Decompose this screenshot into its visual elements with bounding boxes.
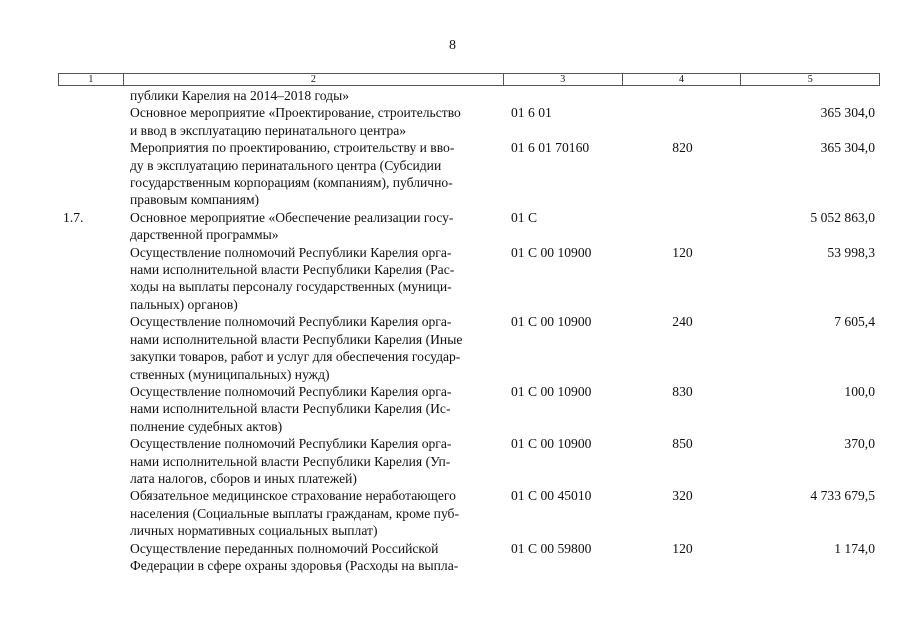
row-expense-type: 820 bbox=[672, 140, 693, 156]
row-code: 01 6 01 bbox=[511, 105, 552, 121]
row-code: 01 С 00 45010 bbox=[511, 488, 592, 504]
row-name: Основное мероприятие «Проектирование, строительство и ввод в эксплуатацию перинатального центра» bbox=[130, 105, 461, 138]
row-number bbox=[58, 313, 123, 383]
table-row bbox=[58, 244, 880, 314]
table-row bbox=[58, 313, 880, 383]
row-number bbox=[58, 244, 123, 314]
row-name: Осуществление переданных полномочий Российской Федерации в сфере охраны здоровья (Расходы на выпла- bbox=[130, 540, 459, 573]
row-code: 01 С 00 10900 bbox=[511, 436, 592, 452]
table-row bbox=[58, 487, 880, 539]
row-expense-type: 120 bbox=[672, 244, 693, 260]
row-amount: 7 605,4 bbox=[834, 314, 875, 330]
row-expense-type bbox=[623, 104, 742, 139]
row-number bbox=[58, 540, 123, 575]
row-name: Основное мероприятие «Обеспечение реализации госу- дарственной программы» bbox=[130, 209, 454, 243]
row-expense-type bbox=[623, 87, 742, 104]
row-expense-type: 120 bbox=[672, 540, 693, 556]
row-expense-type: 830 bbox=[672, 383, 693, 399]
row-name: Мероприятия по проектированию, строительству и вво- ду в эксплуатацию перинатального центра (Субсидии государственным корпорациям (компаниям), публично- правовым компаниям) bbox=[130, 140, 455, 208]
table-row bbox=[58, 87, 880, 104]
column-header-2: 2 bbox=[124, 74, 504, 85]
row-amount: 370,0 bbox=[844, 436, 875, 452]
table-row bbox=[58, 540, 880, 575]
row-amount: 5 052 863,0 bbox=[810, 209, 875, 225]
table-row bbox=[58, 139, 880, 209]
row-amount: 365 304,0 bbox=[820, 140, 875, 156]
row-amount: 365 304,0 bbox=[820, 105, 875, 121]
row-name: Обязательное медицинское страхование неработающего населения (Социальные выплаты гражданам, кроме пуб- личных нормативных социальных выплат) bbox=[130, 488, 460, 539]
row-expense-type: 240 bbox=[672, 314, 693, 330]
row-name: Осуществление полномочий Республики Карелия орга- нами исполнительной власти Республики Карелия (Рас- ходы на выплаты персоналу государственных (муници- пальных) органов) bbox=[130, 244, 455, 312]
row-amount: 53 998,3 bbox=[827, 244, 875, 260]
row-code: 01 С 00 10900 bbox=[511, 383, 592, 399]
row-code: 01 6 01 70160 bbox=[511, 140, 590, 156]
table-row bbox=[58, 383, 880, 435]
row-name: Осуществление полномочий Республики Карелия орга- нами исполнительной власти Республики Карелия (Уп- лата налогов, сборов и иных платежей) bbox=[130, 436, 452, 486]
row-code: 01 С 00 10900 bbox=[511, 244, 592, 260]
row-amount: 4 733 679,5 bbox=[810, 488, 875, 504]
table-row bbox=[58, 209, 880, 244]
row-code: 01 С 00 59800 bbox=[511, 540, 592, 556]
budget-table-body bbox=[58, 87, 880, 574]
row-number bbox=[58, 139, 123, 209]
row-number bbox=[58, 87, 123, 104]
row-expense-type: 850 bbox=[672, 436, 693, 452]
row-code: 01 С 00 10900 bbox=[511, 314, 592, 330]
column-header-4: 4 bbox=[623, 74, 742, 85]
row-amount: 100,0 bbox=[844, 383, 875, 399]
row-amount: 1 174,0 bbox=[834, 540, 875, 556]
row-number bbox=[58, 383, 123, 435]
row-expense-type: 320 bbox=[672, 488, 693, 504]
row-expense-type bbox=[623, 209, 742, 244]
row-name: Осуществление полномочий Республики Карелия орга- нами исполнительной власти Республики Карелия (Иные закупки товаров, работ и услуг для обеспечения государ- ственных (муниципальных) нужд) bbox=[130, 314, 463, 382]
table-row bbox=[58, 104, 880, 139]
row-number bbox=[58, 104, 123, 139]
page-number: 8 bbox=[449, 38, 456, 53]
column-header-5: 5 bbox=[807, 74, 813, 85]
row-number: 1.7. bbox=[63, 209, 84, 225]
row-code: 01 С bbox=[511, 209, 538, 225]
row-number bbox=[58, 487, 123, 539]
row-name: публики Карелия на 2014–2018 годы» bbox=[130, 88, 350, 103]
column-header-1: 1 bbox=[59, 74, 124, 85]
table-row bbox=[58, 435, 880, 487]
row-number bbox=[58, 435, 123, 487]
row-name: Осуществление полномочий Республики Карелия орга- нами исполнительной власти Республики Карелия (Ис- полнение судебных актов) bbox=[130, 383, 452, 434]
column-header-3: 3 bbox=[504, 74, 623, 85]
row-code bbox=[504, 87, 623, 104]
table-header-row bbox=[58, 73, 880, 86]
row-amount bbox=[742, 87, 880, 104]
